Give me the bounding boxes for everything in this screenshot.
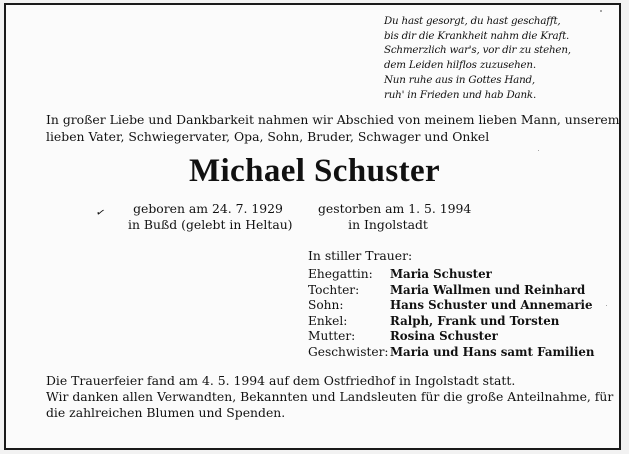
mourner-relation: Sohn: (308, 298, 344, 313)
poem-line: dem Leiden hilflos zuzusehen. (384, 59, 536, 72)
mourner-row (308, 345, 594, 361)
print-speck (538, 150, 539, 151)
mourner-relation: Geschwister: (308, 344, 389, 359)
mourner-names: Hans Schuster und Annemarie (390, 298, 593, 313)
print-speck (606, 305, 607, 306)
birth-place: in Bußd (gelebt in Heltau) (128, 217, 293, 232)
death-place: in Ingolstadt (348, 217, 428, 232)
death-info (318, 201, 472, 233)
closing-line: die zahlreichen Blumen und Spenden. (46, 405, 286, 421)
closing-line: Wir danken allen Verwandten, Bekannten und Landsleuten für die große Anteilnahme, für (46, 389, 614, 405)
death-date: gestorben am 1. 5. 1994 (318, 201, 472, 216)
mourner-row (308, 283, 594, 299)
poem-line: Nun ruhe aus in Gottes Hand, (384, 73, 535, 86)
closing-text (46, 373, 616, 422)
print-speck (600, 10, 602, 12)
mourner-row (308, 298, 594, 314)
intro-text (46, 111, 620, 145)
mourners-list (308, 267, 594, 361)
intro-line: In großer Liebe und Dankbarkeit nahmen wir Abschied von meinem lieben Mann, unserem (46, 112, 620, 127)
birth-info (128, 201, 293, 233)
mourner-row (308, 329, 594, 345)
mourner-relation: Tochter: (308, 282, 360, 297)
mourner-names: Maria Schuster (390, 267, 492, 281)
mourner-relation: Enkel: (308, 313, 348, 328)
poem-line: Schmerzlich war's, vor dir zu stehen, (384, 44, 571, 57)
poem-line: Du hast gesorgt, du hast geschafft, (384, 15, 561, 27)
memorial-poem (384, 14, 614, 102)
mourner-names: Maria und Hans samt Familien (390, 344, 595, 359)
mourner-relation: Mutter: (308, 329, 356, 344)
deceased-name: Michael Schuster (188, 153, 441, 189)
poem-line: ruh' in Frieden und hab Dank. (384, 88, 537, 101)
mourner-row (308, 314, 594, 330)
check-mark-icon: ✓ (94, 205, 107, 220)
mourner-names: Maria Wallmen und Reinhard (390, 282, 586, 297)
mourner-names: Ralph, Frank und Torsten (390, 313, 560, 328)
birth-date: geboren am 24. 7. 1929 (133, 201, 283, 216)
mourning-title: In stiller Trauer: (308, 248, 413, 263)
mourner-row (308, 267, 594, 283)
poem-line: bis dir die Krankheit nahm die Kraft. (384, 29, 570, 42)
intro-line: lieben Vater, Schwiegervater, Opa, Sohn, Bruder, Schwager und Onkel (46, 129, 490, 144)
closing-line: Die Trauerfeier fand am 4. 5. 1994 auf dem Ostfriedhof in Ingolstadt statt. (46, 373, 516, 388)
mourner-relation: Ehegattin: (308, 267, 373, 281)
mourner-names: Rosina Schuster (390, 329, 498, 344)
